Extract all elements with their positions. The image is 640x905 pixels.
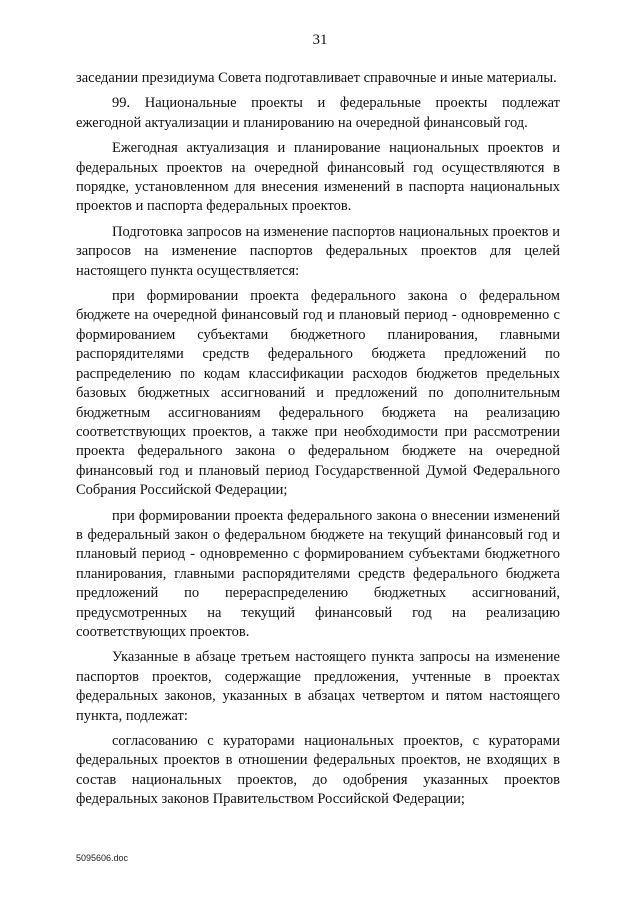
paragraph: Ежегодная актуализация и планирование национальных проектов и федеральных проектов на очередной финансовый год осуществляются в порядке, установленном для внесения изменений в паспорта национальных проектов и паспорта федеральных проектов. <box>76 140 560 215</box>
document-file-code: 5095606.doc <box>76 853 129 863</box>
paragraph: при формировании проекта федерального закона о внесении изменений в федеральный закон о федеральном бюджете на текущий финансовый год и плановый период - одновременно с формированием субъектами бюджетного планирования, главными распорядителями средств федерального бюджета предложений по перераспределению бюджетных ассигнований, предусмотренных на текущий финансовый год на реализацию соответствующих проектов. <box>76 507 560 640</box>
paragraph: Указанные в абзаце третьем настоящего пункта запросы на изменение паспортов проектов, содержащие предложения, учтенные в проектах федеральных законов, указанных в абзацах четвертом и пятом настоящего пункта, подлежат: <box>76 649 560 724</box>
document-body <box>76 69 560 816</box>
paragraph: Подготовка запросов на изменение паспортов национальных проектов и запросов на изменение паспортов федеральных проектов для целей настоящего пункта осуществляется: <box>76 223 560 279</box>
paragraph-item-99: 99. Национальные проекты и федеральные проекты подлежат ежегодной актуализации и планированию на очередной финансовый год. <box>76 95 560 131</box>
paragraph-continuation: заседании президиума Совета подготавливает справочные и иные материалы. <box>76 70 557 86</box>
paragraph: при формировании проекта федерального закона о федеральном бюджете на очередной финансовый год и плановый период - одновременно с формированием субъектами бюджетного планирования, главными распорядителями средств федерального бюджета предложений по распределению по кодам классификации расходов бюджетов предельных базовых бюджетных ассигнований и предложений по дополнительным бюджетным ассигнованиям федерального бюджета на реализацию соответствующих проектов, а также при необходимости при рассмотрении проекта федерального закона о федеральном бюджете на очередной финансовый год и плановый период Государственной Думой Федерального Собрания Российской Федерации; <box>76 288 560 499</box>
page-number: 31 <box>312 32 328 48</box>
paragraph: согласованию с кураторами национальных проектов, с кураторами федеральных проектов в отношении федеральных проектов, не входящих в состав национальных проектов, до одобрения указанных проектов федеральных законов Правительством Российской Федерации; <box>76 733 560 808</box>
